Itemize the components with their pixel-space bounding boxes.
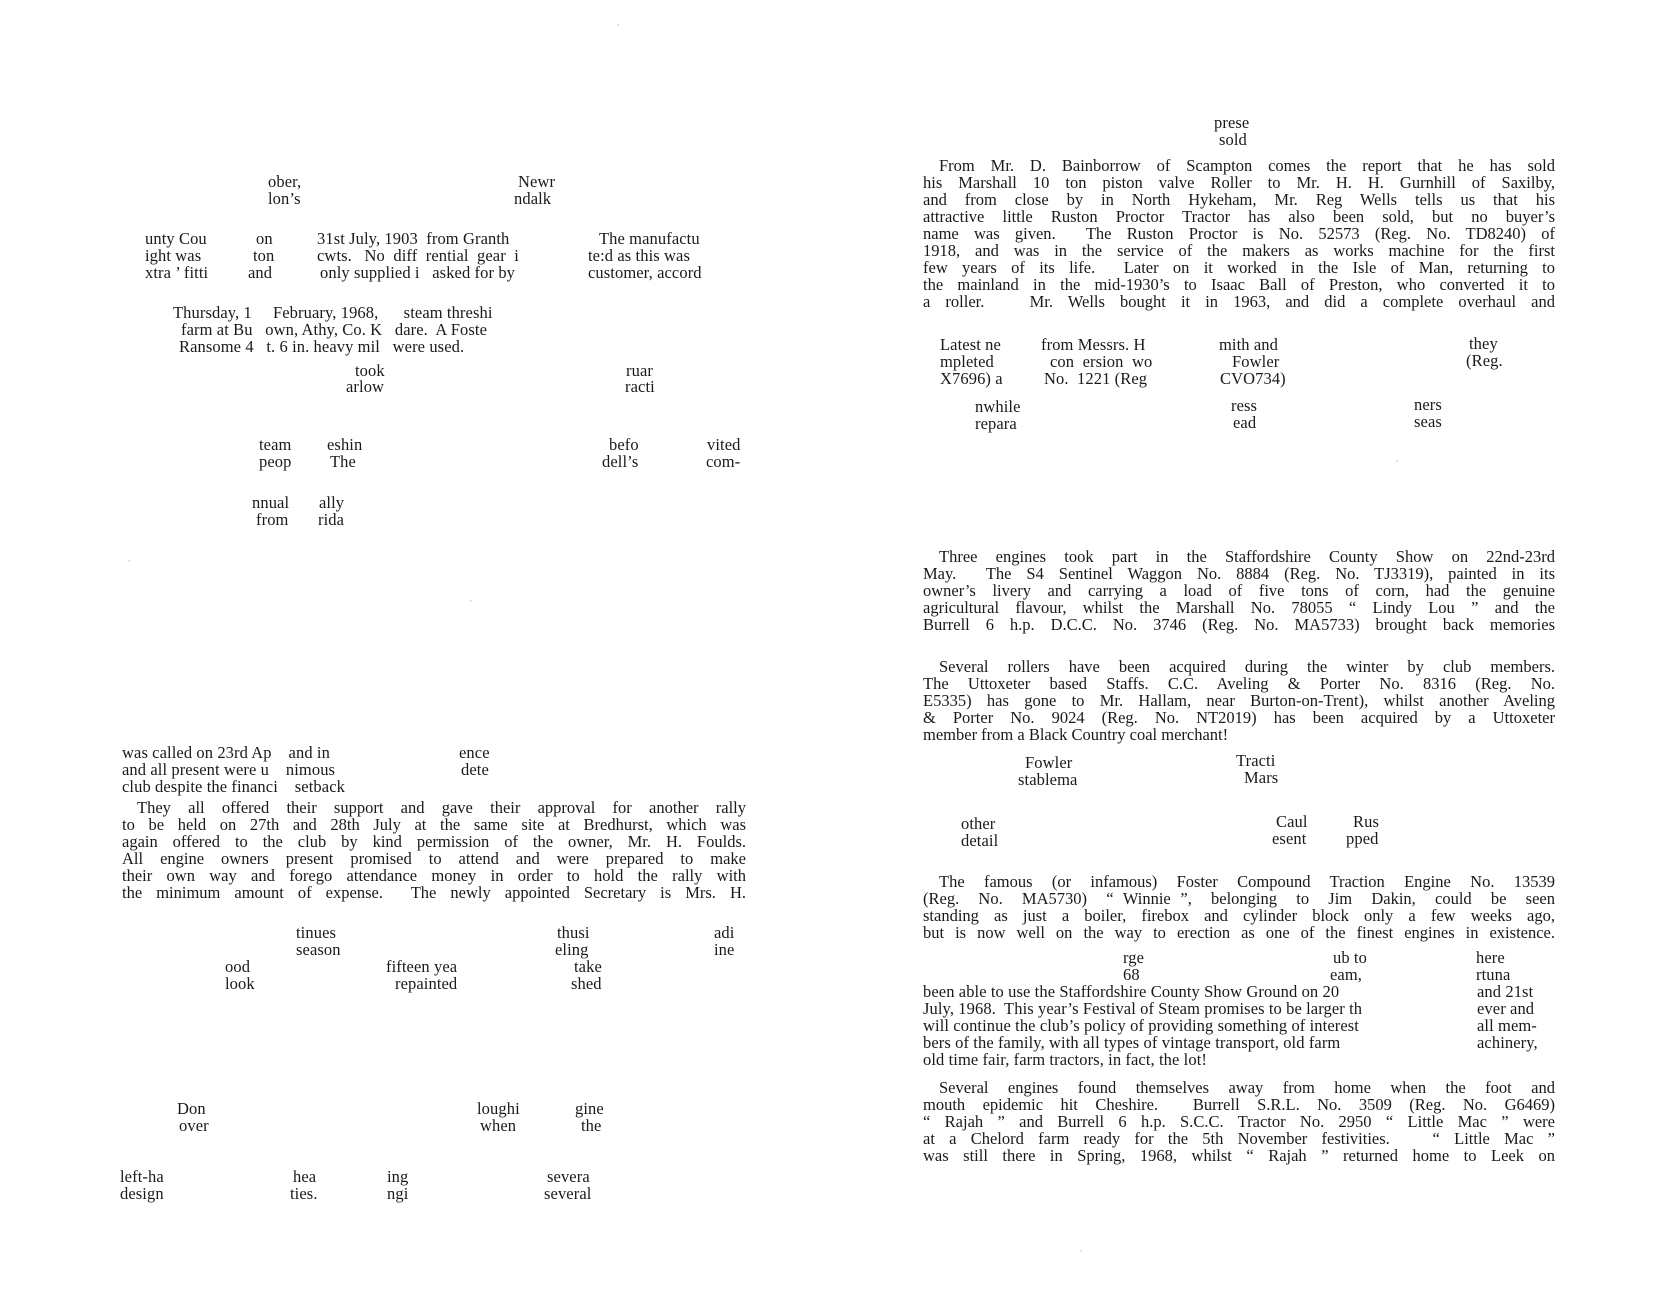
paragraph-line: but is now well on the way to erection as one of the finest engines in existence. <box>923 923 1555 942</box>
text-fragment: over <box>179 1116 209 1135</box>
paragraph-line: From Mr. D. Bainborrow of Scampton comes the report that he has sold <box>939 156 1555 175</box>
paragraph-line: at a Chelord farm ready for the 5th November festivities. “ Little Mac ” <box>923 1129 1555 1148</box>
paragraph-line: May. The S4 Sentinel Waggon No. 8884 (Reg. No. TJ3319), painted in its <box>923 564 1555 583</box>
text-fragment: Newr <box>518 172 556 191</box>
paragraph-line: a roller. Mr. Wells bought it in 1963, and did a complete overhaul and <box>923 292 1555 311</box>
paragraph-line: the mainland in the mid-1930’s to Isaac Ball of Preston, who converted it to <box>923 275 1555 294</box>
text-fragment: ence <box>459 743 490 762</box>
text-fragment: will continue the club’s policy of providing something of interest <box>923 1016 1359 1035</box>
text-fragment: The <box>330 452 356 471</box>
text-fragment: rida <box>318 510 345 529</box>
text-fragment: ners <box>1414 395 1442 414</box>
text-fragment: design <box>120 1184 164 1203</box>
text-fragment: adi <box>714 923 735 942</box>
staffordshire-paragraph <box>923 548 1555 633</box>
text-fragment: only supplied i asked for by <box>320 263 516 282</box>
text-fragment: left-ha <box>120 1167 164 1186</box>
paragraph-line: agricultural flavour, whilst the Marshall No. 78055 “ Lindy Lou ” and the <box>923 598 1555 617</box>
text-fragment: loughi <box>477 1099 520 1118</box>
paragraph-line: member from a Black Country coal merchant! <box>923 725 1229 744</box>
text-fragment: detail <box>961 831 999 850</box>
paragraph-line: attractive little Ruston Proctor Tractor has also been sold, but no buyer’s <box>923 207 1555 226</box>
text-fragment: befo <box>609 435 639 454</box>
text-fragment: thusi <box>557 923 590 942</box>
text-fragment: ine <box>714 940 735 959</box>
text-fragment: gine <box>575 1099 604 1118</box>
text-fragment: nnual <box>252 493 290 512</box>
paragraph-line: the minimum amount of expense. The newly appointed Secretary is Mrs. H. <box>122 883 746 902</box>
text-fragment: xtra ’ fitti <box>145 263 209 282</box>
text-fragment: July, 1968. This year’s Festival of Steam promises to be larger th <box>923 999 1363 1018</box>
text-fragment: other <box>961 814 996 833</box>
paragraph-line: few years of its life. Later on it worked in the Isle of Man, returning to <box>923 258 1555 277</box>
text-fragment: ngi <box>387 1184 409 1203</box>
paragraph-line: to be held on 27th and 28th July at the same site at Bredhurst, which was <box>122 815 746 834</box>
paragraph-line: Several rollers have been acquired during the winter by club members. <box>939 657 1555 676</box>
text-fragment: eshin <box>327 435 363 454</box>
text-fragment: arlow <box>346 377 385 396</box>
text-fragment: Don <box>177 1099 206 1118</box>
text-fragment: (Reg. <box>1466 351 1503 370</box>
text-fragment: 31st July, 1903 from Granth <box>317 229 510 248</box>
paragraph-line: and from close by in North Hykeham, Mr. Reg Wells tells us that his <box>923 190 1555 209</box>
text-fragment: The manufactu <box>599 229 700 248</box>
text-fragment: and <box>248 263 273 282</box>
paragraph-line: & Porter No. 9024 (Reg. No. NT2019) has been acquired by a Uttoxeter <box>923 708 1555 727</box>
text-fragment: lon’s <box>268 189 301 208</box>
text-fragment: Latest ne <box>940 335 1001 354</box>
text-fragment: unty Cou <box>145 229 207 248</box>
text-fragment: and 21st <box>1477 982 1534 1001</box>
text-fragment: severa <box>547 1167 590 1186</box>
paragraph-line: They all offered their support and gave their approval for another rally <box>137 798 746 817</box>
text-fragment: all mem- <box>1477 1016 1537 1035</box>
text-fragment: ober, <box>268 172 302 191</box>
paragraph-line: Three engines took part in the Staffordshire County Show on 22nd-23rd <box>939 547 1555 566</box>
paragraph-line: his Marshall 10 ton piston valve Roller to Mr. H. H. Gurnhill of Saxilby, <box>923 173 1555 192</box>
text-fragment: from <box>256 510 289 529</box>
text-fragment: rtuna <box>1476 965 1511 984</box>
paragraph-line: The famous (or infamous) Foster Compound Traction Engine No. 13539 <box>939 872 1555 891</box>
foster-paragraph <box>923 873 1555 941</box>
text-fragment: peop <box>259 452 292 471</box>
text-fragment: con ersion wo <box>1050 352 1153 371</box>
text-fragment: dete <box>461 760 489 779</box>
text-fragment: ally <box>319 493 345 512</box>
text-fragment: ub to <box>1333 948 1367 967</box>
text-fragment: Caul <box>1276 812 1308 831</box>
text-fragment: farm at Bu own, Athy, Co. K dare. A Foste <box>181 320 488 339</box>
rollers-paragraph <box>923 658 1555 743</box>
text-fragment: tinues <box>296 923 337 942</box>
text-fragment: vited <box>707 435 741 454</box>
text-fragment: racti <box>625 377 655 396</box>
text-fragment: pped <box>1346 829 1379 848</box>
text-fragment: on <box>256 229 273 248</box>
text-fragment: seas <box>1414 412 1442 431</box>
text-fragment: Ransome 4 t. 6 in. heavy mil were used. <box>179 337 465 356</box>
text-fragment: shed <box>571 974 602 993</box>
text-fragment: ruar <box>626 361 653 380</box>
text-fragment: take <box>574 957 602 976</box>
text-fragment: ever and <box>1477 999 1535 1018</box>
text-fragment: was called on 23rd Ap and in <box>122 743 330 762</box>
paragraph-line: (Reg. No. MA5730) “ Winnie ”, belonging to Jim Dakin, could be seen <box>923 889 1555 908</box>
text-fragment: Fowler <box>1025 753 1073 772</box>
text-fragment: repara <box>975 414 1017 433</box>
text-fragment: here <box>1476 948 1505 967</box>
paragraph-line: owner’s livery and carrying a load of five tons of corn, had the genuine <box>923 581 1555 600</box>
text-fragment: X7696) a <box>940 369 1003 388</box>
text-fragment: team <box>259 435 292 454</box>
text-fragment: been able to use the Staffordshire County Show Ground on 20 <box>923 982 1340 1001</box>
text-fragment: achinery, <box>1477 1033 1538 1052</box>
text-fragment: the <box>581 1116 602 1135</box>
text-fragment: club despite the financi setback <box>122 777 345 796</box>
paragraph-line: All engine owners present promised to attend and were prepared to make <box>122 849 746 868</box>
paragraph-line: 1918, and was in the service of the makers as works machine for the first <box>923 241 1555 260</box>
print-speck <box>128 560 130 562</box>
bainborrow-paragraph <box>923 157 1555 310</box>
text-fragment: from Messrs. H <box>1041 335 1146 354</box>
text-fragment: Fowler <box>1232 352 1280 371</box>
paragraph-line: mouth epidemic hit Cheshire. Burrell S.R.L. No. 3509 (Reg. No. G6469) <box>923 1095 1555 1114</box>
text-fragment: mith and <box>1219 335 1279 354</box>
text-fragment: cwts. No diff rential gear i <box>317 246 519 265</box>
text-fragment: ead <box>1233 413 1257 432</box>
text-fragment: bers of the family, with all types of vintage transport, old farm <box>923 1033 1341 1052</box>
text-fragment: esent <box>1272 829 1307 848</box>
text-fragment: ties. <box>290 1184 318 1203</box>
paragraph-line: E5335) has gone to Mr. Hallam, near Burton-on-Trent), whilst another Aveling <box>923 691 1555 710</box>
text-fragment: ing <box>387 1167 409 1186</box>
print-speck <box>470 600 472 602</box>
text-fragment: No. 1221 (Reg <box>1044 369 1148 388</box>
text-fragment: old time fair, farm tractors, in fact, the lot! <box>923 1050 1207 1069</box>
text-fragment: took <box>355 361 385 380</box>
text-fragment: Tracti <box>1236 751 1276 770</box>
text-fragment: com- <box>706 452 741 471</box>
text-fragment: dell’s <box>602 452 639 471</box>
text-fragment: sold <box>1219 130 1247 149</box>
text-fragment: rge <box>1123 948 1145 967</box>
print-speck <box>1396 460 1398 462</box>
text-fragment: te:d as this was <box>588 246 690 265</box>
text-fragment: hea <box>293 1167 317 1186</box>
text-fragment: several <box>544 1184 592 1203</box>
text-fragment: look <box>225 974 255 993</box>
text-fragment: when <box>480 1116 517 1135</box>
text-fragment: stablema <box>1018 770 1078 789</box>
text-fragment: ndalk <box>514 189 552 208</box>
text-fragment: they <box>1469 334 1498 353</box>
text-fragment: ton <box>253 246 275 265</box>
text-fragment: Rus <box>1353 812 1379 831</box>
text-fragment: mpleted <box>940 352 994 371</box>
text-fragment: and all present were u nimous <box>122 760 336 779</box>
text-fragment: eam, <box>1330 965 1363 984</box>
text-fragment: ress <box>1231 396 1258 415</box>
paragraph-line: standing as just a boiler, firebox and cylinder block only a few weeks ago, <box>923 906 1555 925</box>
text-fragment: season <box>296 940 341 959</box>
text-fragment: fifteen yea <box>386 957 458 976</box>
paragraph-line: The Uttoxeter based Staffs. C.C. Aveling & Porter No. 8316 (Reg. No. <box>923 674 1555 693</box>
text-fragment: 68 <box>1123 965 1140 984</box>
text-fragment: customer, accord <box>588 263 702 282</box>
paragraph-line: their own way and forego attendance money in order to hold the rally with <box>122 866 746 885</box>
text-fragment: prese <box>1214 113 1250 132</box>
text-fragment: eling <box>555 940 589 959</box>
rally-paragraph <box>122 799 746 901</box>
text-fragment: ight was <box>145 246 202 265</box>
paragraph-line: Several engines found themselves away from home when the foot and <box>939 1078 1555 1097</box>
paragraph-line: Burrell 6 h.p. D.C.C. No. 3746 (Reg. No. MA5733) brought back memories <box>923 615 1555 634</box>
text-fragment: Thursday, 1 February, 1968, steam threshi <box>173 303 493 322</box>
paragraph-line: was still there in Spring, 1968, whilst “ Rajah ” returned home to Leek on <box>923 1146 1555 1165</box>
paragraph-line: name was given. The Ruston Proctor is No. 52573 (Reg. No. TD8240) of <box>923 224 1555 243</box>
text-fragment: ood <box>225 957 251 976</box>
paragraph-line: again offered to the club by kind permission of the owner, Mr. H. Foulds. <box>122 832 746 851</box>
print-speck <box>1080 1250 1082 1252</box>
right-page <box>836 0 1671 1308</box>
print-speck <box>617 24 619 26</box>
text-fragment: Mars <box>1244 768 1279 787</box>
text-fragment: CVO734) <box>1220 369 1286 388</box>
paragraph-line: “ Rajah ” and Burrell 6 h.p. S.C.C. Tractor No. 2950 “ Little Mac ” were <box>923 1112 1555 1131</box>
text-fragment: repainted <box>395 974 458 993</box>
text-fragment: nwhile <box>975 397 1021 416</box>
cheshire-paragraph <box>923 1079 1555 1164</box>
